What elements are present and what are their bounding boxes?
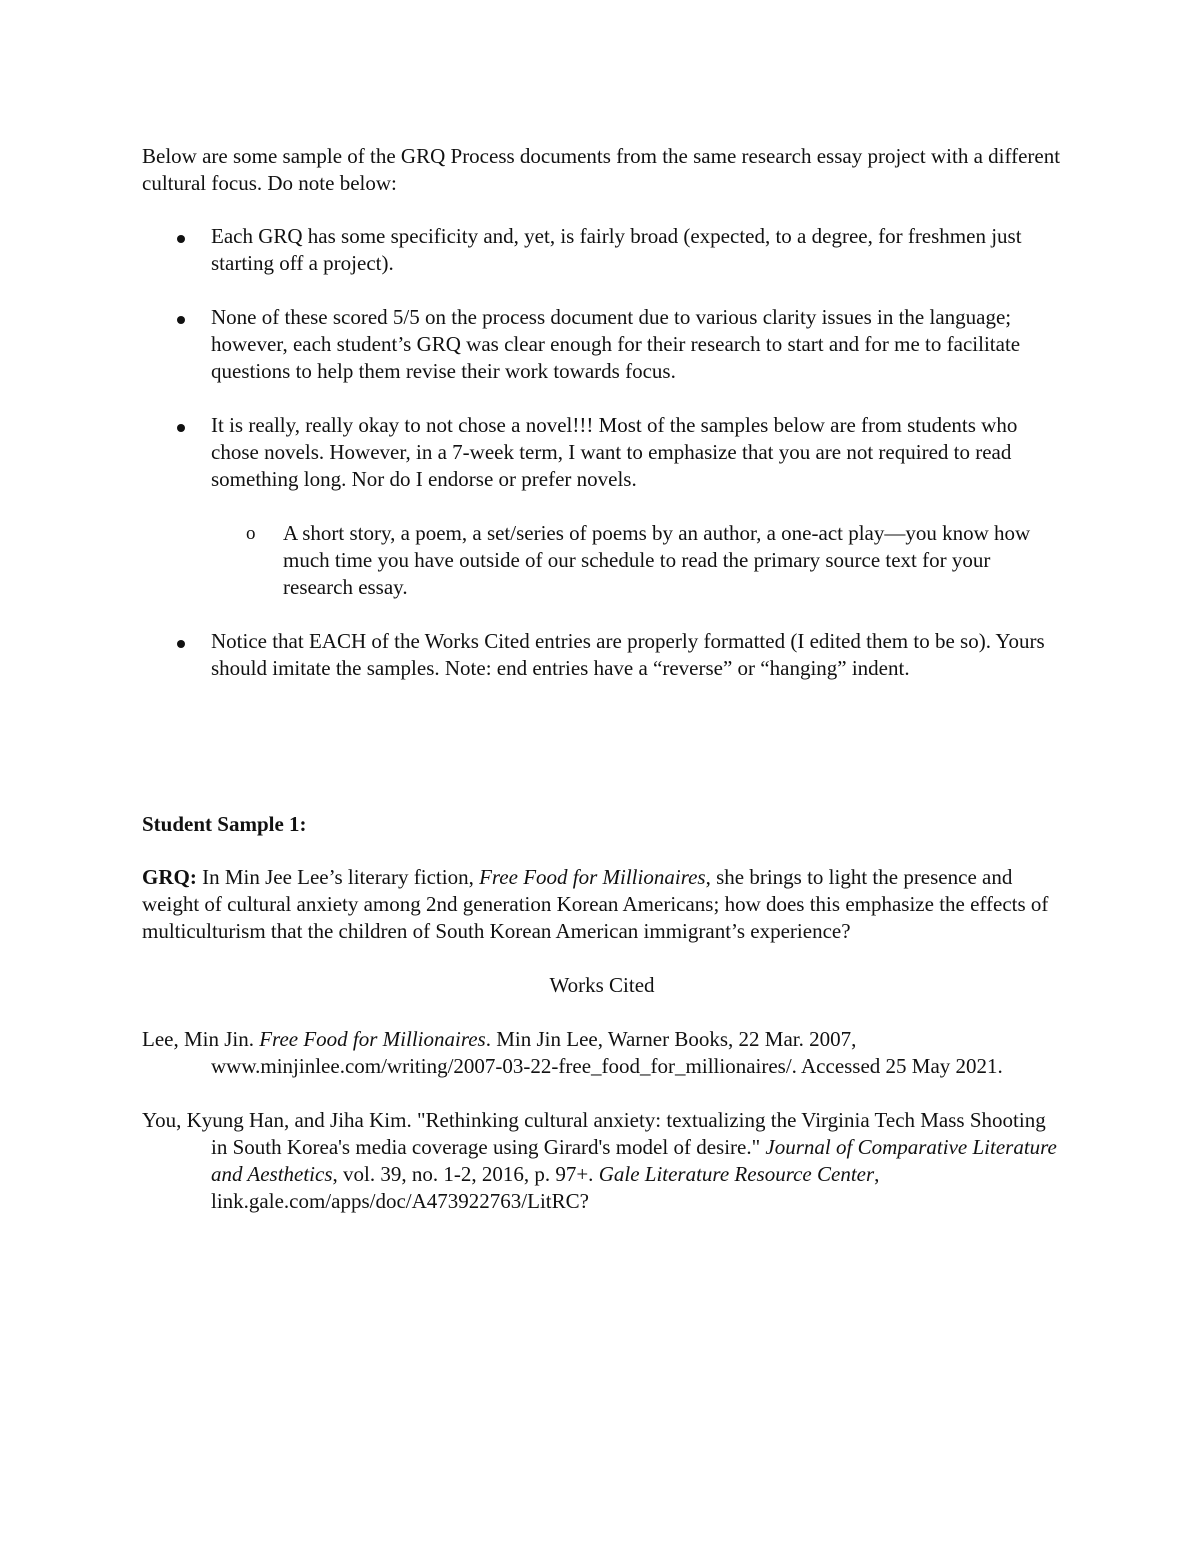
entry-text: Lee, Min Jin. (142, 1027, 260, 1051)
bullet-icon (177, 235, 185, 243)
entry-text: , link.gale.com/apps/doc/A473922763/LitRC? (211, 1162, 880, 1213)
grq-text-before: In Min Jee Lee’s literary fiction, (196, 865, 480, 889)
bullet-text: It is really, really okay to not chose a novel!!! Most of the samples below are from students who chose novels. However, in a 7-week term, I want to emphasize that you are not required to read something long. Nor do I endorse or prefer novels. (211, 413, 1018, 491)
grq-text-after: , she brings to light the presence and weight of cultural anxiety among 2nd generation Korean Americans; how does this emphasize the effects of multiculturism that the children of South Korean American immigrant’s experience? (142, 865, 1049, 943)
grq-label: GRQ: (142, 865, 197, 889)
list-item (142, 223, 1062, 277)
sub-bullet-text: A short story, a poem, a set/series of poems by an author, a one-act play—you know how much time you have outside of our schedule to read the primary source text for your research essay. (283, 521, 1031, 599)
document-body (142, 143, 1062, 1242)
list-item (142, 628, 1062, 682)
sample-heading: Student Sample 1: (142, 812, 307, 836)
entry-title: Free Food for Millionaires (259, 1027, 486, 1051)
entry-database-title: Gale Literature Resource Center (598, 1162, 875, 1186)
entry-text: You, Kyung Han, and Jiha Kim. "Rethinking cultural anxiety: textualizing the Virginia Tech Mass Shooting in South Korea's media coverage using Girard's model of desire." (142, 1108, 1046, 1159)
works-cited-entry (142, 1026, 1062, 1080)
bullet-text: Notice that EACH of the Works Cited entries are properly formatted (I edited them to be so). Yours should imitate the samples. Note: end entries have a “reverse” or “hanging” indent. (211, 629, 1045, 680)
sub-list (211, 520, 1062, 601)
entry-text: , vol. 39, no. 1-2, 2016, p. 97+. (332, 1162, 599, 1186)
entry-journal-title: Journal of Comparative Literature and Aesthetics (211, 1135, 1057, 1186)
list-item (142, 412, 1062, 601)
bullet-icon (177, 424, 185, 432)
entry-text: . Min Jin Lee, Warner Books, 22 Mar. 2007, www.minjinlee.com/writing/2007-03-22-free_food_for_millionaires/. Accessed 25 May 2021. (211, 1027, 1003, 1078)
bullet-text: Each GRQ has some specificity and, yet, is fairly broad (expected, to a degree, for freshmen just starting off a project). (211, 224, 1022, 275)
works-cited-entry (142, 1107, 1062, 1215)
intro-paragraph: Below are some sample of the GRQ Process documents from the same research essay project with a different cultural focus. Do note below: (142, 144, 1061, 195)
grq-book-title: Free Food for Millionaires (479, 865, 706, 889)
sub-bullet-marker: o (246, 523, 256, 544)
grq-paragraph (142, 864, 1062, 945)
list-item (142, 304, 1062, 385)
bullet-icon (177, 316, 185, 324)
bullet-text: None of these scored 5/5 on the process document due to various clarity issues in the language; however, each student’s GRQ was clear enough for their research to start and for me to facilitate questions to help them revise their work towards focus. (211, 305, 1021, 383)
bullet-icon (177, 640, 185, 648)
notes-list (142, 223, 1062, 682)
sub-list-item (211, 520, 1062, 601)
works-cited-title: Works Cited (549, 973, 655, 997)
